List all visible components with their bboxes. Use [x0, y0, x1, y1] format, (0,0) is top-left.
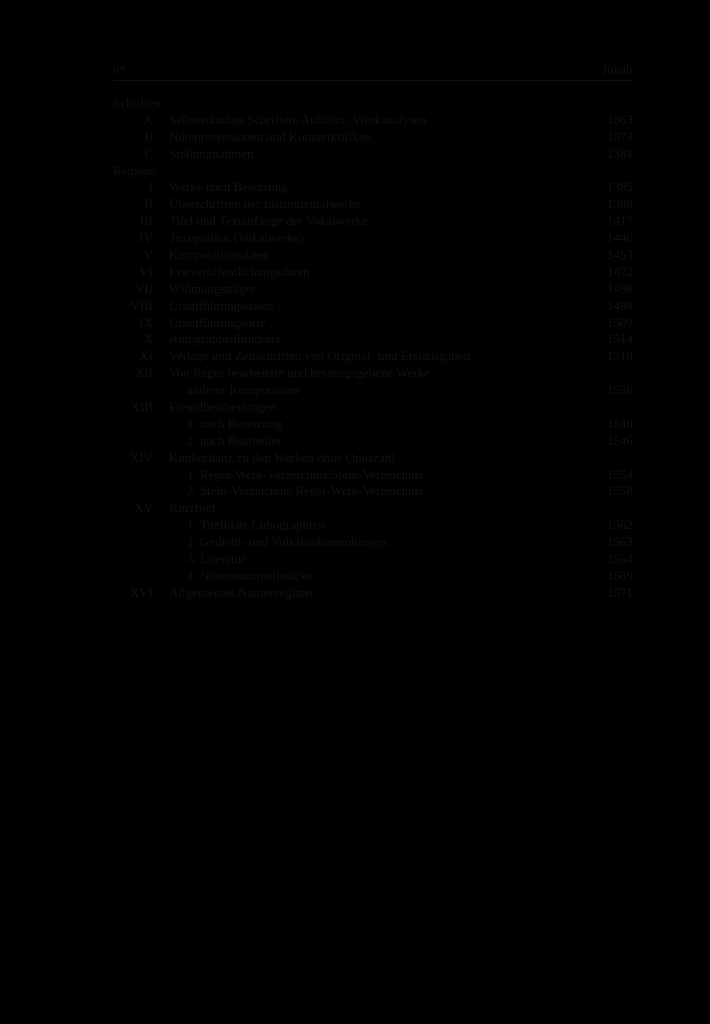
running-header	[113, 60, 633, 81]
entry-label: Textquellen (Vokalwerke)	[169, 230, 304, 246]
toc-entry	[113, 213, 633, 230]
toc-entry	[113, 551, 633, 568]
toc-entry	[113, 348, 633, 365]
toc-entry	[113, 315, 633, 332]
entry-number: VIII	[130, 297, 153, 313]
entry-page: 1558	[607, 483, 633, 499]
entry-page: 1540	[607, 415, 633, 431]
section-heading: Schriften	[113, 95, 161, 110]
dot-leader	[317, 568, 591, 585]
section-heading: Register	[113, 162, 157, 178]
entry-page: 1569	[607, 567, 633, 583]
entry-label: 2. Stein-Verzeichnis/Reger-Werk-Verzeichnis	[187, 483, 424, 499]
entry-text	[187, 416, 597, 433]
entry-text	[169, 331, 597, 348]
dot-leader	[329, 517, 591, 534]
entry-page: 1385	[607, 179, 633, 195]
toc-entry	[113, 450, 633, 467]
entry-text	[187, 433, 597, 450]
entry-label: Kurztitel	[169, 500, 216, 516]
entry-text	[169, 450, 633, 467]
entry-text	[169, 146, 597, 163]
entry-text	[169, 315, 597, 332]
entry-number: B	[144, 128, 153, 144]
dot-leader	[258, 146, 592, 163]
entry-number: V	[143, 247, 153, 263]
entry-page: 1546	[607, 432, 633, 448]
entry-text	[187, 517, 597, 534]
dot-leader	[303, 382, 591, 399]
entry-page: 1363	[607, 111, 633, 127]
entry-number: C	[144, 145, 153, 161]
entry-page: 1564	[607, 551, 633, 567]
entry-page: 1373	[607, 128, 633, 144]
entry-number: XII	[134, 365, 153, 381]
entry-page: 1509	[607, 314, 633, 330]
entry-number: XV	[134, 500, 153, 516]
dot-leader	[314, 264, 591, 281]
dot-leader	[285, 331, 591, 348]
entry-number: X	[143, 331, 153, 347]
entry-label: 4. Notenstammeltstücke	[187, 567, 313, 583]
page-number-header: 6*	[113, 62, 126, 77]
entry-text	[187, 534, 597, 551]
toc-entry	[113, 382, 633, 399]
toc-entry	[113, 247, 633, 264]
running-title: Inhalt	[602, 62, 633, 77]
entry-label: Konkordanz zu den Werken ohne Opuszahl	[169, 449, 395, 465]
entry-number: XIII	[130, 399, 153, 415]
entry-page: 1571	[607, 584, 633, 600]
toc-entry	[113, 399, 633, 416]
entry-number: VI	[139, 263, 153, 279]
toc-entry	[113, 196, 633, 213]
dot-leader	[372, 213, 591, 230]
entry-page: 1446	[607, 230, 633, 246]
entry-label: Titel und Textanfänge der Vokalwerke	[169, 213, 368, 229]
toc-entry	[113, 281, 633, 298]
dot-leader	[308, 230, 591, 247]
entry-page: 1417	[607, 213, 633, 229]
entry-page: 1514	[607, 331, 633, 347]
entry-text	[187, 382, 597, 399]
toc-entry	[113, 112, 633, 129]
entry-page: 1498	[607, 297, 633, 313]
entry-label: anderer Komponisten	[187, 382, 300, 398]
entry-page: 1519	[607, 348, 633, 364]
entry-page: 1490	[607, 280, 633, 296]
dot-leader	[274, 247, 591, 264]
entry-label: Von Reger bearbeitete und herausgegebene Werke	[169, 365, 430, 381]
dot-leader	[391, 534, 591, 551]
dot-leader	[277, 298, 591, 315]
entry-number: III	[140, 213, 153, 229]
entry-text	[187, 467, 597, 484]
entry-label: Fremdbearbeitungen	[169, 399, 277, 415]
entry-text	[169, 500, 633, 517]
entry-page: 1562	[607, 517, 633, 533]
entry-text	[169, 179, 597, 196]
toc-entry	[113, 298, 633, 315]
entry-page: 1381	[607, 145, 633, 161]
entry-number: XI	[139, 348, 153, 364]
entry-text	[169, 247, 597, 264]
toc-entry	[113, 534, 633, 551]
dot-leader	[375, 129, 591, 146]
toc-entry	[113, 433, 633, 450]
entry-number: VII	[134, 280, 153, 296]
dot-leader	[292, 179, 591, 196]
entry-page: 1398	[607, 196, 633, 212]
entry-number: XVI	[129, 584, 153, 600]
entry-label: Uraufführungsorte	[169, 314, 266, 330]
entry-label: 3. Literatur	[187, 551, 246, 567]
toc-entry	[113, 416, 633, 433]
entry-label: Erstveröffentlichungsdaten	[169, 263, 310, 279]
toc-entry	[113, 365, 633, 382]
table-of-contents	[113, 95, 633, 602]
dot-leader	[286, 433, 591, 450]
toc-entry	[113, 585, 633, 602]
page	[113, 60, 633, 602]
entry-label: 2. nach Bearbeiter	[187, 432, 282, 448]
entry-label: 1. Titelblatt-Lithographien	[187, 517, 325, 533]
entry-number: IX	[139, 314, 153, 330]
entry-text	[187, 483, 597, 500]
entry-text	[187, 551, 597, 568]
entry-text	[169, 230, 597, 247]
toc-entry	[113, 230, 633, 247]
toc-entry	[113, 467, 633, 484]
entry-text	[169, 196, 597, 213]
entry-number: I	[148, 179, 153, 195]
toc-entry	[113, 500, 633, 517]
entry-label: Überschriften der Instrumentalwerke	[169, 196, 362, 212]
dot-leader	[318, 585, 591, 602]
entry-number: IV	[139, 230, 153, 246]
toc-entry	[113, 517, 633, 534]
entry-label: 1. nach Besetzung	[187, 415, 282, 431]
entry-number: A	[143, 111, 153, 127]
entry-label: Werke nach Besetzung	[169, 179, 288, 195]
entry-label: Widmungsträger	[169, 280, 256, 296]
dot-leader	[365, 196, 591, 213]
entry-label: Allgemeines Namenregister	[169, 584, 315, 600]
dot-leader	[260, 281, 591, 298]
toc-entry	[113, 331, 633, 348]
entry-number: II	[144, 196, 153, 212]
toc-entry	[113, 129, 633, 146]
entry-label: Notenrezensionen und Konzertkritiken	[169, 128, 372, 144]
entry-label: 2. Gedicht- und Volksliedsammlungen	[187, 534, 387, 550]
entry-text	[169, 264, 597, 281]
entry-label: Verlage und Zeitschriften von Original- und Erstausgaben	[169, 348, 471, 364]
entry-text	[169, 348, 597, 365]
toc-entry	[113, 568, 633, 585]
entry-text	[169, 213, 597, 230]
entry-text	[169, 112, 597, 129]
entry-page: 1554	[607, 466, 633, 482]
entry-page: 1453	[607, 247, 633, 263]
entry-text	[169, 281, 597, 298]
entry-label: Kompositionsdaten	[169, 247, 271, 263]
dot-leader	[270, 315, 591, 332]
toc-entry	[113, 179, 633, 196]
dot-leader	[286, 416, 591, 433]
entry-label: 1. Reger-Werk-Verzeichnis/Stein-Verzeichnis	[187, 466, 424, 482]
toc-entry	[113, 483, 633, 500]
entry-label: Stellungnahmen	[169, 145, 254, 161]
entry-text	[169, 399, 633, 416]
entry-text	[169, 365, 633, 382]
dot-leader	[427, 483, 591, 500]
entry-text	[169, 298, 597, 315]
entry-label: Uraufführungsdaten	[169, 297, 274, 313]
entry-text	[169, 129, 597, 146]
dot-leader	[427, 467, 591, 484]
entry-text	[169, 585, 597, 602]
entry-text	[187, 568, 597, 585]
entry-label: Autographenfundorte	[169, 331, 281, 347]
toc-entry	[113, 264, 633, 281]
dot-leader	[249, 551, 591, 568]
entry-page: 1536	[607, 382, 633, 398]
entry-number: XIV	[129, 449, 153, 465]
dot-leader	[431, 112, 591, 129]
entry-page: 1563	[607, 534, 633, 550]
entry-page: 1472	[607, 263, 633, 279]
dot-leader	[474, 348, 591, 365]
entry-label: Selbstständige Schriften, Aufsätze, Werkanalysen	[169, 111, 427, 127]
toc-entry	[113, 146, 633, 163]
